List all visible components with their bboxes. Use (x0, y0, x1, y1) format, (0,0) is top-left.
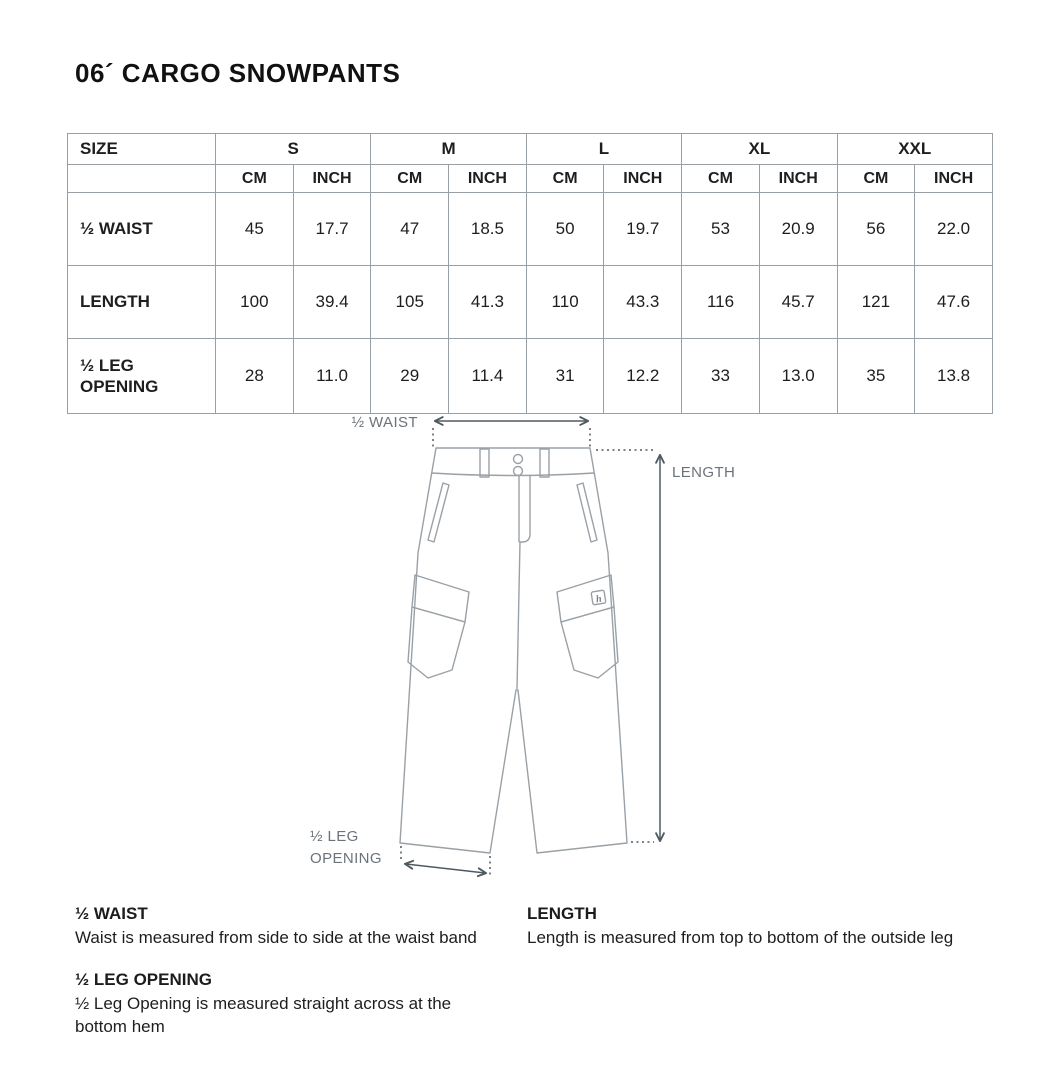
hand-pocket-left (428, 483, 449, 542)
unit-header-cm: CM (371, 165, 449, 193)
measurement-cell: 11.0 (293, 339, 371, 414)
measurement-cell: 11.4 (449, 339, 527, 414)
unit-header-cm: CM (682, 165, 760, 193)
definition-leg-opening-term: ½ LEG OPENING (75, 970, 212, 989)
cargo-pocket-left (408, 607, 465, 678)
definition-waist (75, 903, 535, 950)
size-header-l: L (526, 134, 681, 165)
unit-empty-cell (68, 165, 216, 193)
size-header-m: M (371, 134, 526, 165)
measurement-cell: 28 (216, 339, 294, 414)
table-row-waist (68, 193, 993, 266)
size-header-s: S (216, 134, 371, 165)
belt-loop (540, 449, 549, 477)
size-chart-table (67, 133, 993, 414)
measurement-cell: 31 (526, 339, 604, 414)
logo-patch-letter: h (595, 593, 603, 606)
front-seam (517, 542, 520, 689)
snap-button (514, 467, 523, 476)
size-header-xl: XL (682, 134, 837, 165)
unit-header-inch: INCH (293, 165, 371, 193)
measurement-cell: 41.3 (449, 266, 527, 339)
pants-outline (400, 448, 627, 853)
measurement-cell: 50 (526, 193, 604, 266)
measurement-cell: 13.8 (915, 339, 993, 414)
unit-header-cm: CM (216, 165, 294, 193)
measurement-cell: 116 (682, 266, 760, 339)
size-header-xxl: XXL (837, 134, 992, 165)
unit-header-inch: INCH (449, 165, 527, 193)
measurement-cell: 100 (216, 266, 294, 339)
hand-pocket-right (577, 483, 597, 542)
definition-leg-opening-description: ½ Leg Opening is measured straight across at the bottom hem (75, 994, 452, 1036)
measurement-cell: 110 (526, 266, 604, 339)
measurement-cell: 12.2 (604, 339, 682, 414)
length-annotation-label: LENGTH (672, 464, 736, 481)
measurement-cell: 29 (371, 339, 449, 414)
unit-header-cm: CM (837, 165, 915, 193)
measurement-cell: 35 (837, 339, 915, 414)
measurement-cell: 121 (837, 266, 915, 339)
measurement-cell: 105 (371, 266, 449, 339)
snap-button (514, 455, 523, 464)
measurement-cell: 33 (682, 339, 760, 414)
measurement-cell: 19.7 (604, 193, 682, 266)
measurement-cell: 18.5 (449, 193, 527, 266)
definition-leg-opening (75, 969, 495, 1038)
leg-opening-annotation-label-line2: OPENING (310, 850, 382, 867)
fly-placket (519, 475, 530, 542)
measurement-cell: 43.3 (604, 266, 682, 339)
definition-length-term: LENGTH (527, 904, 597, 923)
leg-opening-annotation-label-line1: ½ LEG (310, 828, 359, 845)
unit-header-cm: CM (526, 165, 604, 193)
waistband-seam (432, 473, 595, 476)
measurement-cell: 45 (216, 193, 294, 266)
size-header-row (68, 134, 993, 165)
measurement-cell: 13.0 (759, 339, 837, 414)
measurement-cell: 47 (371, 193, 449, 266)
unit-header-inch: INCH (604, 165, 682, 193)
leg-opening-arrow (406, 864, 485, 873)
measurement-cell: 53 (682, 193, 760, 266)
measurement-cell: 56 (837, 193, 915, 266)
cargo-pocket-right (561, 607, 618, 678)
pants-measurement-diagram (300, 403, 770, 900)
measurement-cell: 22.0 (915, 193, 993, 266)
measurement-cell: 20.9 (759, 193, 837, 266)
definition-length (527, 903, 972, 950)
row-label-length: LENGTH (68, 266, 216, 339)
measurement-cell: 47.6 (915, 266, 993, 339)
measurement-cell: 17.7 (293, 193, 371, 266)
unit-header-inch: INCH (759, 165, 837, 193)
row-label-leg-opening: ½ LEG OPENING (68, 339, 216, 414)
waist-annotation-label: ½ WAIST (351, 414, 418, 431)
measurement-cell: 39.4 (293, 266, 371, 339)
page-title: 06´ CARGO SNOWPANTS (75, 58, 401, 88)
definition-length-description: Length is measured from top to bottom of the outside leg (527, 928, 954, 948)
unit-header-inch: INCH (915, 165, 993, 193)
row-label-waist: ½ WAIST (68, 193, 216, 266)
measurement-cell: 45.7 (759, 266, 837, 339)
table-row-length (68, 266, 993, 339)
belt-loop (480, 449, 489, 477)
definition-waist-term: ½ WAIST (75, 904, 148, 923)
unit-header-row (68, 165, 993, 193)
size-corner-header: SIZE (68, 134, 216, 165)
definition-waist-description: Waist is measured from side to side at the waist band (75, 928, 477, 948)
